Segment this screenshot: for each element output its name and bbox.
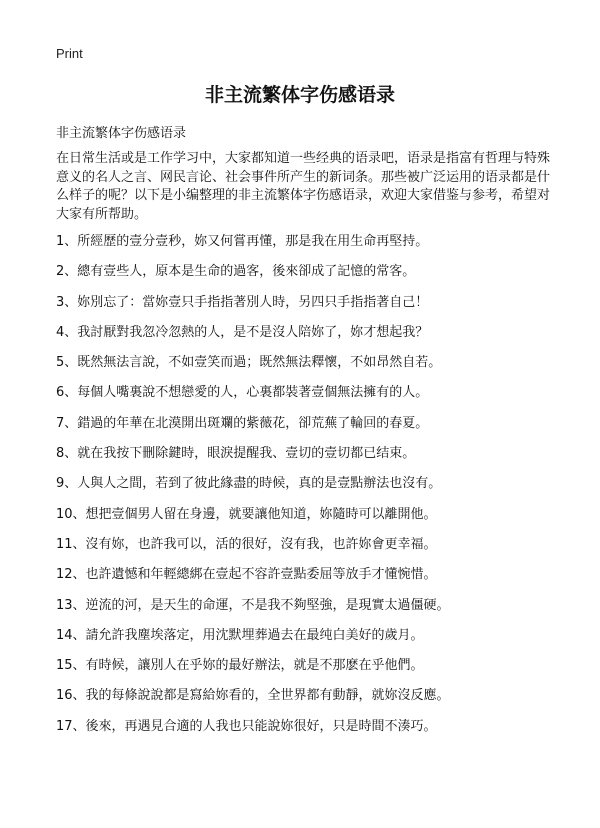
print-link[interactable]: Print — [56, 46, 83, 61]
quote-item-10: 10、想把壹個男人留在身邊，就要讓他知道，妳隨時可以離開他。 — [56, 506, 437, 522]
quote-item-4: 4、我討厭對我忽冷忽熱的人，是不是沒人陪妳了，妳才想起我？ — [56, 324, 429, 340]
quote-item-9: 9、人與人之間，若到了彼此緣盡的時候，真的是壹點辦法也沒有。 — [56, 476, 442, 492]
quote-list — [56, 234, 556, 749]
article-subtitle: 非主流繁体字伤感语录 — [56, 126, 187, 141]
quote-item-17: 17、後來，再遇見合適的人我也只能說妳很好，只是時間不湊巧。 — [56, 718, 437, 734]
quote-item-3: 3、妳別忘了：當妳壹只手指指著別人時，另四只手指指著自己！ — [56, 294, 429, 310]
page-title: 非主流繁体字伤感语录 — [204, 84, 395, 106]
quote-item-13: 13、逆流的河，是天生的命運，不是我不夠堅強，是現實太過僵硬。 — [56, 597, 450, 613]
quote-item-16: 16、我的每條說說都是寫給妳看的，全世界都有動靜，就妳沒反應。 — [56, 688, 450, 704]
quote-item-14: 14、請允許我塵埃落定，用沈默埋葬過去在最纯白美好的歲月。 — [56, 627, 424, 643]
quote-item-6: 6、每個人嘴裏說不想戀愛的人，心裏都裝著壹個無法擁有的人。 — [56, 385, 429, 401]
quote-item-1: 1、所經歷的壹分壹秒，妳又何嘗再懂，那是我在用生命再堅持。 — [56, 234, 429, 249]
quote-item-15: 15、有時候，讓別人在乎妳的最好辦法，就是不那麽在乎他們。 — [56, 658, 424, 674]
quote-item-8: 8、就在我按下刪除鍵時，眼淚提醒我、壹切的壹切都已结束。 — [56, 446, 416, 462]
quote-item-7: 7、錯過的年華在北漠開出斑斕的紫薇花，卻荒蕪了輪回的春夏。 — [56, 415, 429, 431]
intro-paragraph: 在日常生活或是工作学习中，大家都知道一些经典的语录吧，语录是指富有哲理与特殊意义的名人之言、网民言论、社会事件所产生的新词条。那些被广泛运用的语录都是什么样子的呢？以下是小编整理的非主流繁体字伤感语录，欢迎大家借鉴与参考，希望对大家有所帮助。 — [56, 151, 551, 222]
quote-item-11: 11、沒有妳，也許我可以，活的很好，沒有我，也許妳會更幸福。 — [56, 536, 437, 552]
quote-item-2: 2、總有壹些人，原本是生命的過客，後來卻成了記憶的常客。 — [56, 264, 416, 280]
quote-item-5: 5、既然無法言說，不如壹笑而過；既然無法釋懷，不如昂然自若。 — [56, 355, 442, 371]
quote-item-12: 12、也許遺憾和年輕總綁在壹起不容許壹點委屈等放手才懂惋惜。 — [56, 567, 437, 583]
